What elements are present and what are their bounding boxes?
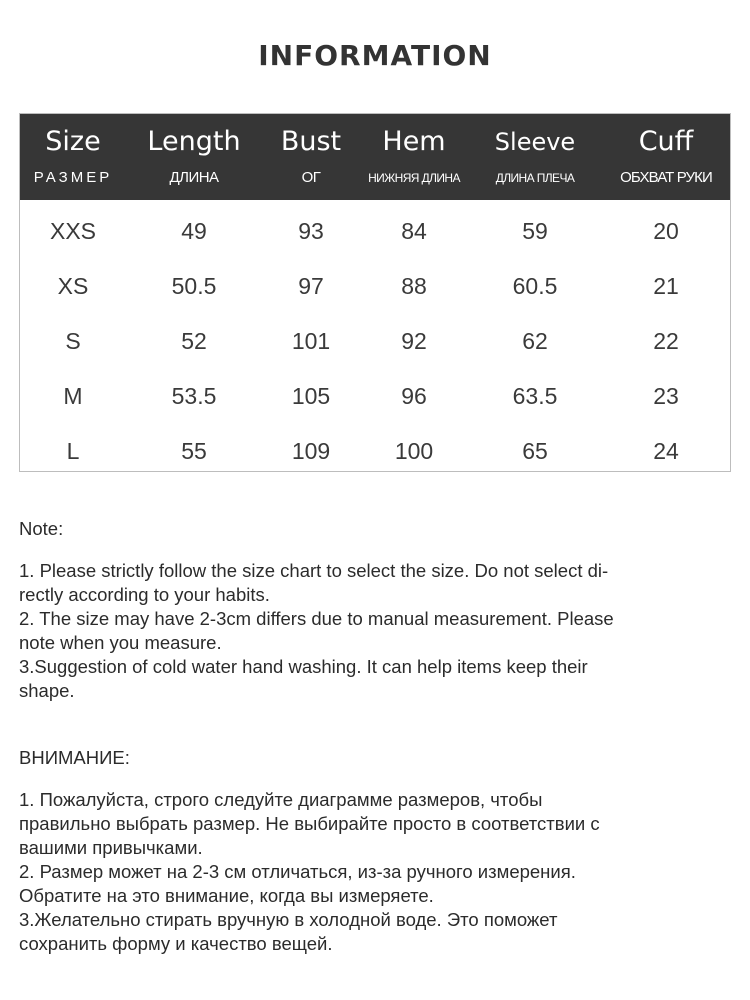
table-row [20,369,730,424]
cuff-cell: 22 [653,328,679,354]
cuff-cell: 20 [653,218,679,244]
hem-cell: 84 [401,218,427,244]
header-hem-en: Hem [382,126,446,157]
header-hem-ru: НИЖНЯЯ ДЛИНА [368,171,460,185]
header-cuff-en: Cuff [638,126,694,157]
table-header [20,114,730,200]
header-cuff-ru: ОБХВАТ РУКИ [620,169,712,186]
cuff-cell: 23 [653,383,679,409]
header-bust-en: Bust [280,126,342,157]
size-cell: S [65,328,81,354]
header-size-ru: РАЗМЕР [33,169,113,186]
table-row [20,204,730,259]
header-length-en: Length [147,126,241,157]
hem-cell: 88 [401,273,427,299]
bust-cell: 109 [291,438,331,464]
cuff-cell: 21 [653,273,679,299]
sleeve-cell: 63.5 [512,383,558,409]
header-hem [360,114,468,200]
hem-cell: 96 [401,383,427,409]
header-sleeve-ru: ДЛИНА ПЛЕЧА [495,171,575,185]
sleeve-cell: 59 [522,218,548,244]
length-cell: 53.5 [171,383,217,409]
size-chart-table [19,113,731,472]
russian-note-items [19,788,731,956]
table-row [20,424,730,479]
header-cuff [602,114,730,200]
russian-notes [19,746,731,770]
size-cell: L [66,438,80,464]
bust-cell: 105 [291,383,331,409]
header-size-en: Size [45,126,101,157]
bust-cell: 97 [298,273,324,299]
note-item-en: 1. Please strictly follow the size chart to select the size. Do not select di- rectly according to your habits. [19,560,609,605]
size-cell: XS [57,273,89,299]
sleeve-cell: 60.5 [512,273,558,299]
size-cell: M [63,383,83,409]
length-cell: 49 [181,218,207,244]
hem-cell: 100 [394,438,434,464]
size-cell: XXS [49,218,97,244]
note-heading-ru: ВНИМАНИЕ: [19,747,130,768]
cuff-cell: 24 [653,438,679,464]
page-title: INFORMATION [258,39,492,72]
header-sleeve [468,114,602,200]
table-row [20,259,730,314]
header-size [20,114,126,200]
sleeve-cell: 62 [522,328,548,354]
header-length [126,114,262,200]
header-length-ru: ДЛИНА [169,169,219,186]
length-cell: 52 [181,328,207,354]
bust-cell: 101 [291,328,331,354]
length-cell: 50.5 [171,273,217,299]
note-item-ru: 3.Желательно стирать вручную в холодной воде. Это поможет сохранить форму и качество вещей. [19,909,558,954]
english-note-items [19,559,731,703]
english-notes [19,517,731,541]
sleeve-cell: 65 [522,438,548,464]
note-item-en: 3.Suggestion of cold water hand washing. It can help items keep their shape. [19,656,588,701]
note-heading-en: Note: [19,518,64,539]
header-bust-ru: ОГ [301,169,321,186]
hem-cell: 92 [401,328,427,354]
note-item-ru: 1. Пожалуйста, строго следуйте диаграмме размеров, чтобы правильно выбрать размер. Не выбирайте просто в соответствии с вашими привычками. [19,789,600,858]
note-item-ru: 2. Размер может на 2-3 см отличаться, из-за ручного измерения. Обратите на это внимание, когда вы измеряете. [19,861,576,906]
header-bust [262,114,360,200]
length-cell: 55 [181,438,207,464]
note-item-en: 2. The size may have 2-3cm differs due to manual measurement. Please note when you measure. [19,608,614,653]
table-row [20,314,730,369]
bust-cell: 93 [298,218,324,244]
header-sleeve-en: Sleeve [494,128,576,156]
